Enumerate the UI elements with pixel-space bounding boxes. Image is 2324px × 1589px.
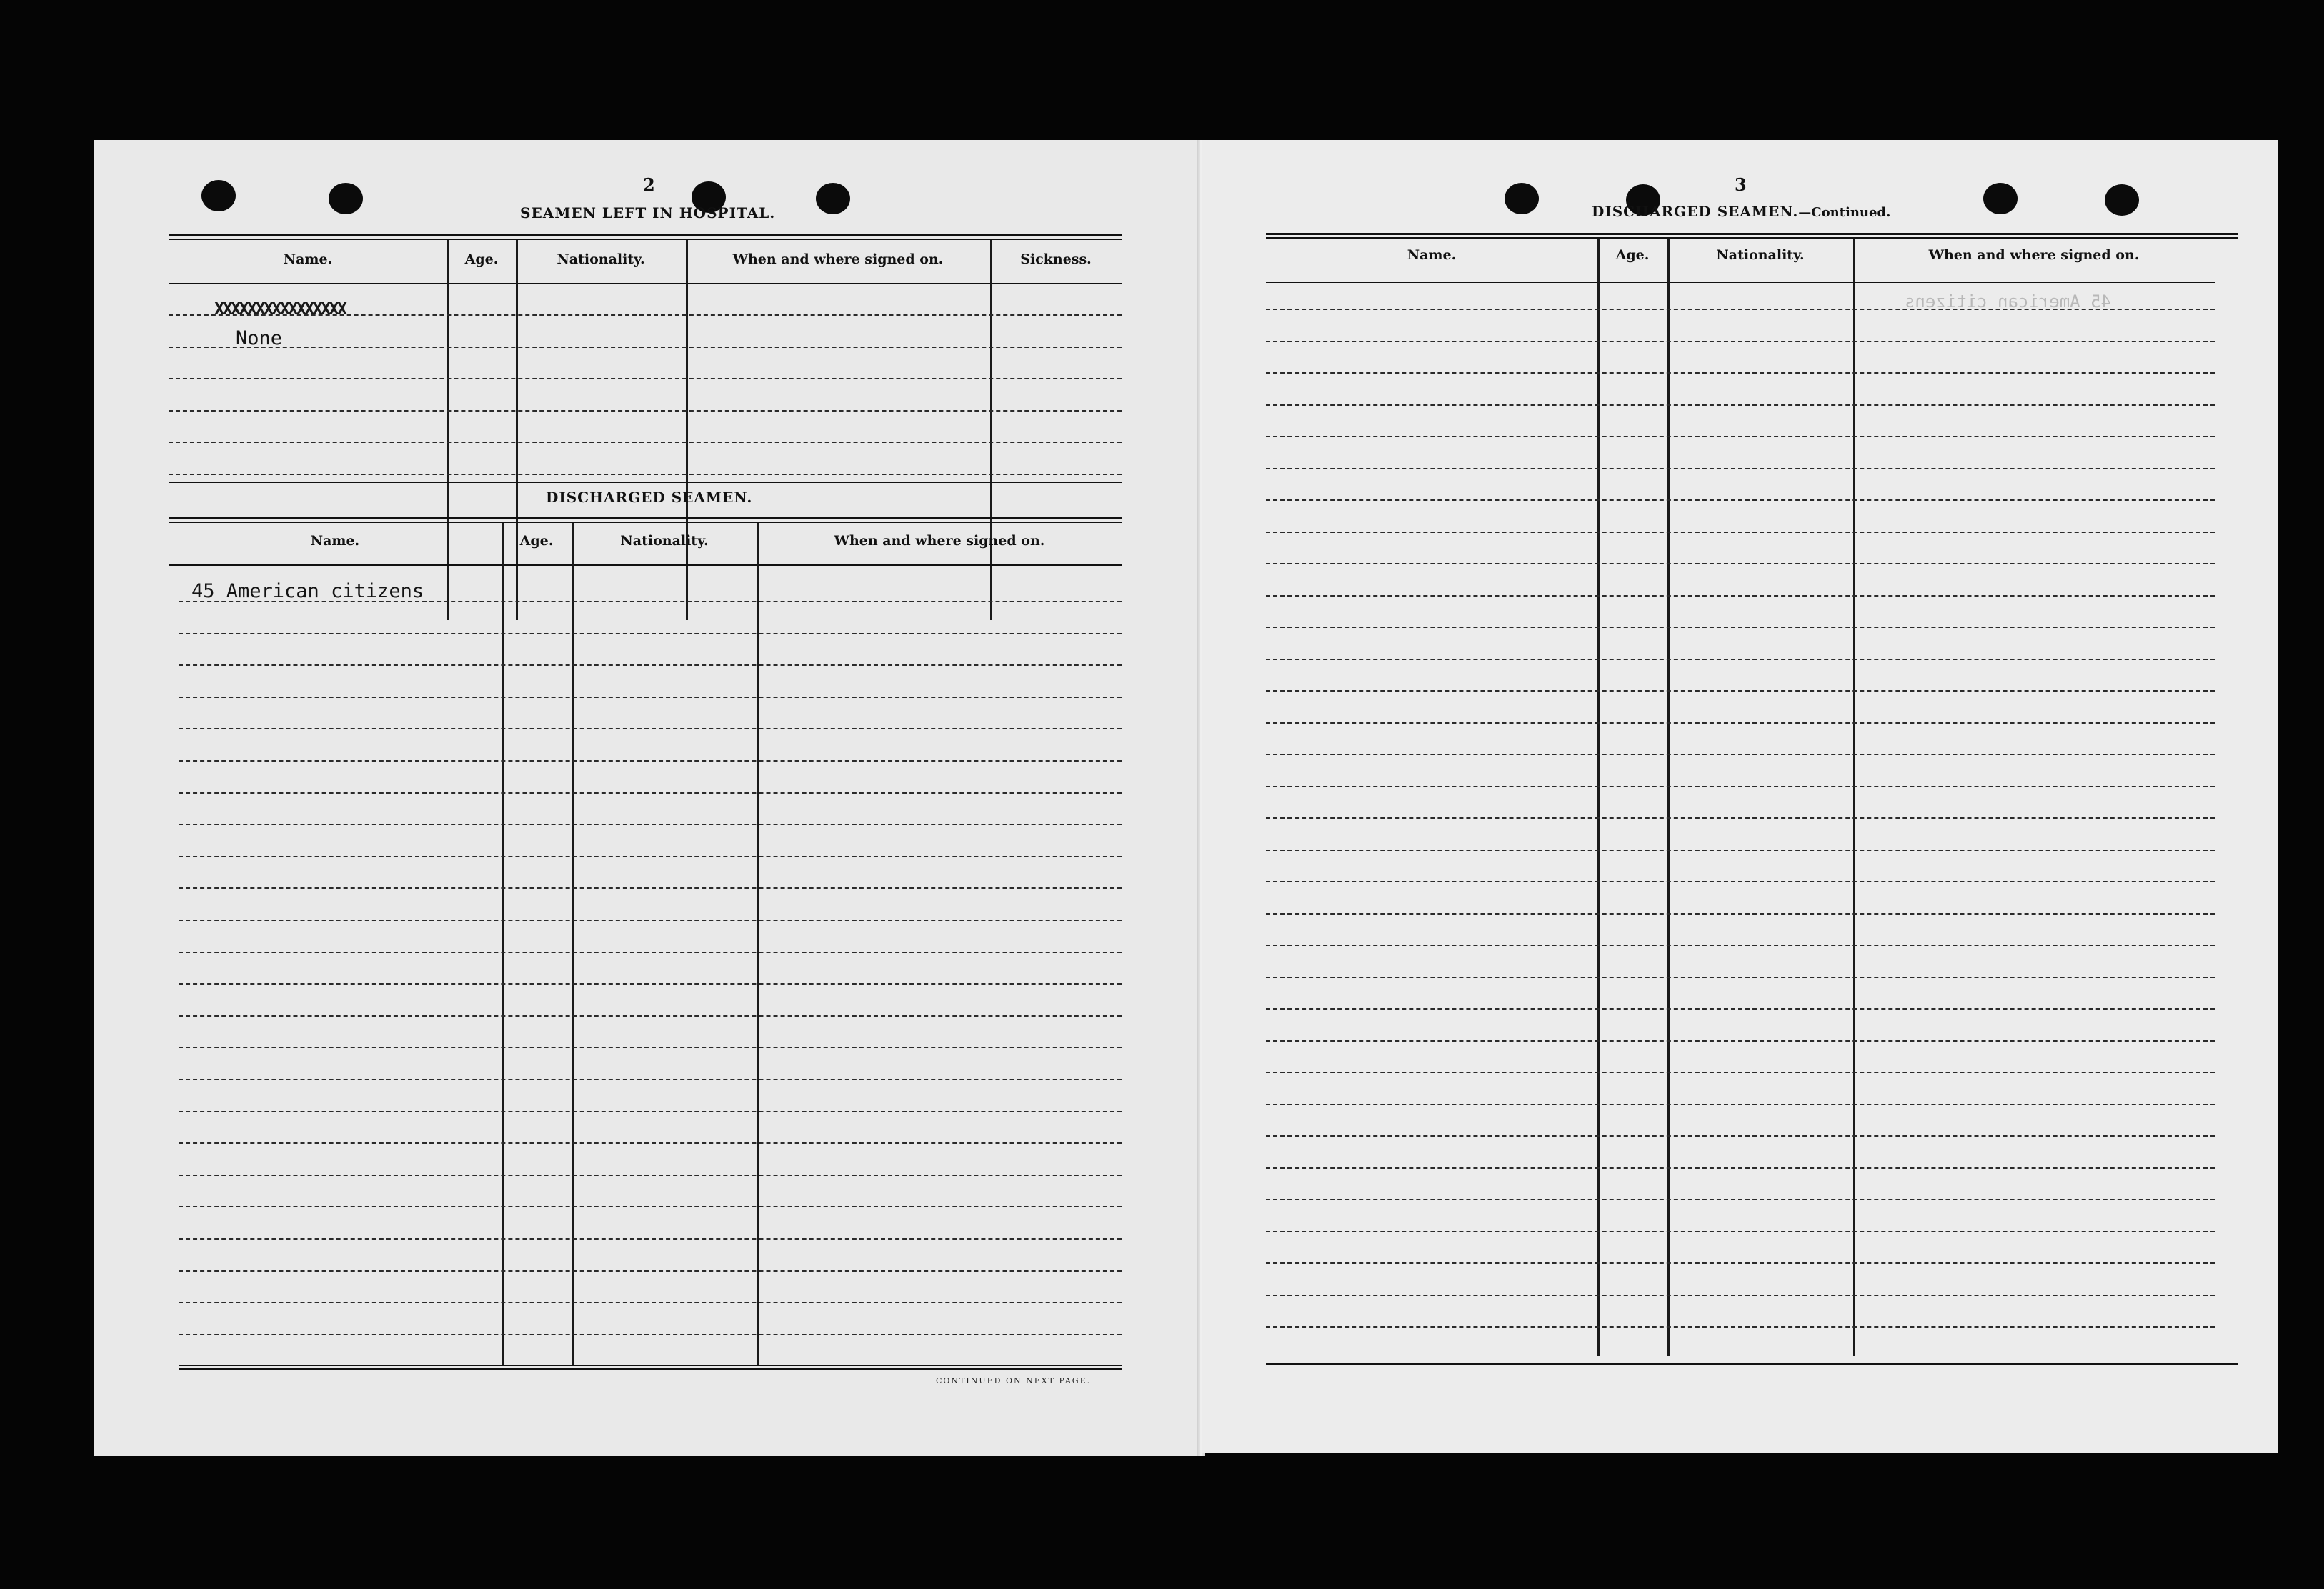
table-top-rule — [169, 239, 1122, 240]
ledger-line — [179, 633, 1122, 634]
table-top-rule — [169, 517, 1122, 519]
ledger-line — [1266, 1167, 2215, 1169]
ledger-line — [1266, 563, 2215, 564]
ledger-line — [179, 1015, 1122, 1017]
ledger-line — [1266, 627, 2215, 628]
continued-footer: CONTINUED ON NEXT PAGE. — [936, 1376, 1092, 1385]
ledger-line — [169, 442, 1122, 443]
ledger-line — [1266, 1135, 2215, 1137]
ledger-line — [179, 1079, 1122, 1080]
ledger-line — [1266, 468, 2215, 469]
column-divider — [447, 240, 449, 620]
ledger-line — [179, 1302, 1122, 1303]
ledger-line — [179, 952, 1122, 953]
hospital-section-title: SEAMEN LEFT IN HOSPITAL. — [520, 204, 776, 221]
binder-hole — [816, 183, 850, 214]
ledger-line — [169, 347, 1122, 348]
ledger-line — [179, 1111, 1122, 1112]
ledger-line — [1266, 1072, 2215, 1073]
column-header: Nationality. — [620, 533, 709, 549]
ledger-line — [179, 728, 1122, 729]
column-divider — [1853, 239, 1855, 1356]
ledger-line — [1266, 754, 2215, 755]
ledger-line — [179, 983, 1122, 985]
ledger-line — [1266, 881, 2215, 882]
ledger-line — [1266, 1262, 2215, 1264]
binder-hole — [2105, 184, 2139, 216]
ledger-line — [1266, 1008, 2215, 1010]
hospital-entry: None — [236, 327, 283, 349]
column-header: When and where signed on. — [1928, 247, 2140, 263]
binder-hole — [1505, 183, 1539, 214]
ledger-line — [179, 1334, 1122, 1335]
ledger-line — [1266, 659, 2215, 660]
binder-hole — [201, 180, 236, 211]
table-bottom-rule — [179, 1368, 1122, 1370]
header-bottom-rule — [169, 283, 1122, 284]
struck-out-entry: XXXXXXXXXXXXXXXX — [214, 299, 346, 319]
table-bottom-rule — [179, 1365, 1122, 1366]
ledger-line — [1266, 532, 2215, 533]
table-top-rule — [1266, 233, 2238, 235]
ledger-line — [1266, 1199, 2215, 1200]
ledger-line — [1266, 1231, 2215, 1232]
ledger-line — [1266, 913, 2215, 915]
ledger-line — [179, 1175, 1122, 1176]
ledger-line — [179, 664, 1122, 666]
ledger-line — [1266, 722, 2215, 724]
ledger-line — [1266, 690, 2215, 692]
ledger-line — [179, 1238, 1122, 1240]
ledger-line — [179, 1270, 1122, 1272]
header-bottom-rule — [1266, 282, 2215, 283]
ledger-line — [179, 887, 1122, 889]
ledger-line — [1266, 817, 2215, 819]
ledger-line — [1266, 499, 2215, 501]
column-divider — [516, 240, 518, 620]
column-header: Name. — [1407, 247, 1457, 263]
table-top-rule — [169, 234, 1122, 236]
ledger-line — [1266, 977, 2215, 978]
ledger-line — [179, 1206, 1122, 1207]
ledger-line — [1266, 341, 2215, 342]
ledger-line — [179, 792, 1122, 794]
column-divider — [1597, 239, 1600, 1356]
ledger-line — [1266, 1326, 2215, 1328]
table-top-rule — [1266, 237, 2238, 239]
column-header: Sickness. — [1020, 251, 1092, 267]
title-suffix: —Continued. — [1798, 205, 1891, 220]
column-header: Name. — [283, 251, 333, 267]
table-bottom-rule — [1266, 1363, 2238, 1365]
ledger-line — [179, 697, 1122, 698]
column-header: When and where signed on. — [732, 251, 944, 267]
binder-hole — [329, 183, 363, 214]
ledger-line — [1266, 404, 2215, 406]
ledger-line — [1266, 945, 2215, 946]
column-header: Name. — [310, 533, 360, 549]
discharged-entry: 45 American citizens — [191, 580, 424, 602]
ledger-line — [179, 824, 1122, 825]
column-header: Nationality. — [557, 251, 645, 267]
column-header: Nationality. — [1716, 247, 1805, 263]
binder-hole — [1983, 183, 2018, 214]
column-divider — [1667, 239, 1670, 1356]
table-top-rule — [169, 522, 1122, 523]
ledger-line — [1266, 1040, 2215, 1042]
ledger-line — [169, 378, 1122, 379]
title-text: DISCHARGED SEAMEN. — [1592, 203, 1799, 220]
column-header: Age. — [464, 251, 499, 267]
ledger-line — [179, 856, 1122, 857]
column-header: Age. — [1615, 247, 1650, 263]
ledger-line — [1266, 850, 2215, 851]
discharged-continued-title — [1592, 203, 1890, 220]
ledger-line — [179, 1142, 1122, 1144]
page-number: 2 — [643, 174, 655, 195]
left-page — [94, 140, 1200, 1456]
ledger-line — [179, 1047, 1122, 1048]
ledger-line — [179, 920, 1122, 921]
ledger-line — [1266, 372, 2215, 374]
ledger-line — [1266, 1104, 2215, 1105]
column-header: Age. — [519, 533, 554, 549]
page-number: 3 — [1735, 174, 1747, 195]
ledger-line — [169, 474, 1122, 475]
ledger-line — [1266, 595, 2215, 597]
column-divider — [990, 240, 992, 620]
column-divider — [686, 240, 688, 620]
right-page — [1202, 140, 2278, 1453]
discharged-section-title: DISCHARGED SEAMEN. — [546, 489, 753, 506]
ledger-line — [179, 760, 1122, 762]
section-divider — [169, 482, 1122, 483]
ledger-line — [1266, 786, 2215, 787]
ledger-line — [1266, 436, 2215, 437]
column-header: When and where signed on. — [834, 533, 1045, 549]
ledger-line — [169, 410, 1122, 412]
bleed-through-text: 45 American citizens — [1905, 292, 2111, 312]
ledger-line — [1266, 1295, 2215, 1296]
header-bottom-rule — [169, 564, 1122, 566]
